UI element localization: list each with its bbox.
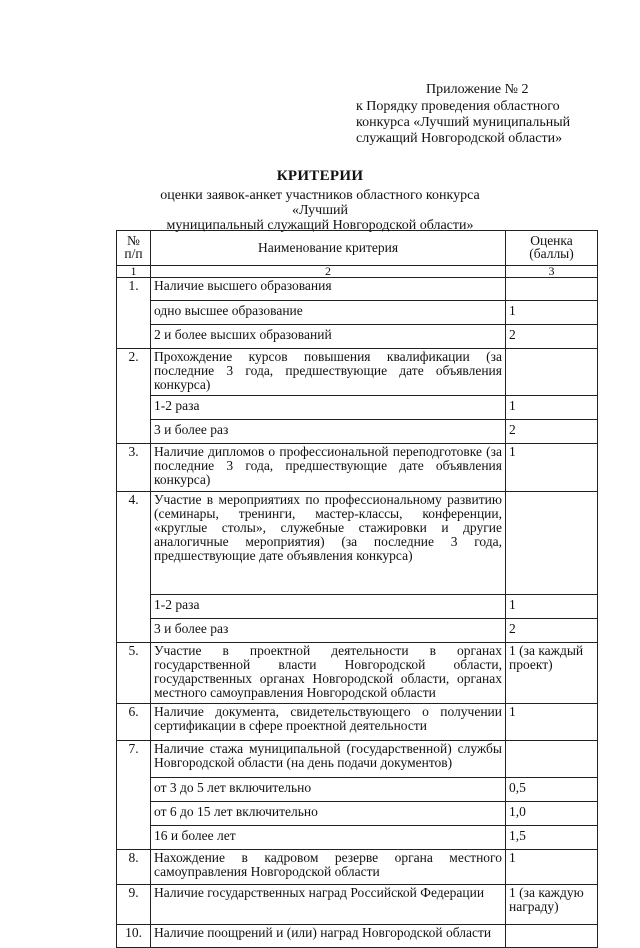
table-row	[117, 802, 598, 826]
header-score	[506, 231, 598, 266]
table-row	[117, 619, 598, 643]
column-index: 3	[506, 266, 598, 278]
criterion-name: Наличие высшего образования	[151, 278, 506, 301]
criterion-name: Участие в мероприятиях по профессиональному развитию (семинары, тренинги, мастер-классы, конференции, «круглые столы», служебные стажировки и другие аналогичные мероприятия) (за последние 3 года, предшествующие дате объявления конкурса)	[151, 492, 506, 595]
row-number: 9.	[117, 885, 151, 925]
table-row	[117, 444, 598, 492]
table-row	[117, 595, 598, 619]
table-row	[117, 278, 598, 301]
criterion-score: 1	[506, 704, 598, 741]
table-row	[117, 778, 598, 802]
row-number: 1.	[117, 278, 151, 349]
criterion-score: 1	[506, 444, 598, 492]
criterion-option: одно высшее образование	[151, 301, 506, 325]
table-row	[117, 925, 598, 948]
criterion-option: 3 и более раз	[151, 619, 506, 643]
criterion-score	[506, 349, 598, 396]
criterion-option: 16 и более лет	[151, 826, 506, 850]
criterion-score: 2	[506, 619, 598, 643]
appendix-line: служащий Новгородской области»	[356, 131, 563, 146]
criterion-option: 2 и более высших образований	[151, 325, 506, 349]
subtitle-line: оценки заявок-анкет участников областного конкурса «Лучший	[160, 188, 480, 218]
criterion-score: 2	[506, 325, 598, 349]
subtitle-line: муниципальный служащий Новгородской области»	[166, 218, 474, 233]
appendix-line: к Порядку проведения областного	[356, 99, 560, 114]
header-num-line: №	[127, 233, 140, 248]
header-score-line: (баллы)	[529, 246, 574, 261]
document-title: КРИТЕРИИ	[276, 168, 364, 184]
appendix-line: конкурса «Лучший муниципальный	[356, 115, 571, 130]
criterion-name: Наличие дипломов о профессиональной переподготовке (за последние 3 года, предшествующие дате объявления конкурса)	[151, 444, 506, 492]
row-number: 4.	[117, 492, 151, 643]
table-row	[117, 826, 598, 850]
criterion-option: 3 и более раз	[151, 420, 506, 444]
criterion-score: 1	[506, 301, 598, 325]
criterion-score	[506, 492, 598, 595]
header-num-line: п/п	[124, 246, 143, 261]
criterion-score	[506, 741, 598, 778]
criterion-name: Нахождение в кадровом резерве органа местного самоуправления Новгородской области	[151, 850, 506, 885]
table-row	[117, 492, 598, 595]
header-name: Наименование критерия	[151, 231, 506, 266]
criterion-score	[506, 925, 598, 948]
column-index: 2	[151, 266, 506, 278]
criterion-name: Участие в проектной деятельности в органах государственной власти Новгородской области, государственных органах Новгородской области, органах местного самоуправления Новгородской области	[151, 643, 506, 704]
column-index-row	[117, 266, 598, 278]
table-row	[117, 301, 598, 325]
criteria-table	[116, 230, 598, 948]
row-number: 7.	[117, 741, 151, 850]
criterion-option: от 6 до 15 лет включительно	[151, 802, 506, 826]
row-number: 8.	[117, 850, 151, 885]
criterion-option: 1-2 раза	[151, 396, 506, 420]
criterion-option: от 3 до 5 лет включительно	[151, 778, 506, 802]
table-row	[117, 741, 598, 778]
table-row	[117, 704, 598, 741]
criterion-score: 1,0	[506, 802, 598, 826]
table-row	[117, 643, 598, 704]
table-row	[117, 420, 598, 444]
criterion-score: 1,5	[506, 826, 598, 850]
appendix-block	[356, 82, 596, 147]
criterion-name: Наличие стажа муниципальной (государственной) службы Новгородской области (на день подачи документов)	[151, 741, 506, 778]
criterion-score	[506, 278, 598, 301]
criterion-name: Прохождение курсов повышения квалификации (за последние 3 года, предшествующие дате объявления конкурса)	[151, 349, 506, 396]
table-header-row	[117, 231, 598, 266]
column-index: 1	[117, 266, 151, 278]
table-row	[117, 325, 598, 349]
criterion-score: 1	[506, 850, 598, 885]
criterion-score: 1 (за каждую награду)	[506, 885, 598, 925]
table-row	[117, 349, 598, 396]
row-number: 3.	[117, 444, 151, 492]
criterion-name: Наличие поощрений и (или) наград Новгородской области	[151, 925, 506, 948]
appendix-title: Приложение № 2	[426, 82, 529, 97]
document-subtitle	[150, 188, 490, 233]
criterion-score: 2	[506, 420, 598, 444]
criterion-score: 1 (за каждый проект)	[506, 643, 598, 704]
header-num	[117, 231, 151, 266]
row-number: 2.	[117, 349, 151, 444]
criterion-name: Наличие государственных наград Российской Федерации	[151, 885, 506, 925]
criterion-score: 1	[506, 396, 598, 420]
row-number: 6.	[117, 704, 151, 741]
criterion-score: 0,5	[506, 778, 598, 802]
header-score-line: Оценка	[530, 233, 573, 248]
row-number: 5.	[117, 643, 151, 704]
criterion-score: 1	[506, 595, 598, 619]
table-row	[117, 850, 598, 885]
row-number: 10.	[117, 925, 151, 948]
criterion-option: 1-2 раза	[151, 595, 506, 619]
criterion-name: Наличие документа, свидетельствующего о получении сертификации в сфере проектной деятельности	[151, 704, 506, 741]
table-row	[117, 396, 598, 420]
